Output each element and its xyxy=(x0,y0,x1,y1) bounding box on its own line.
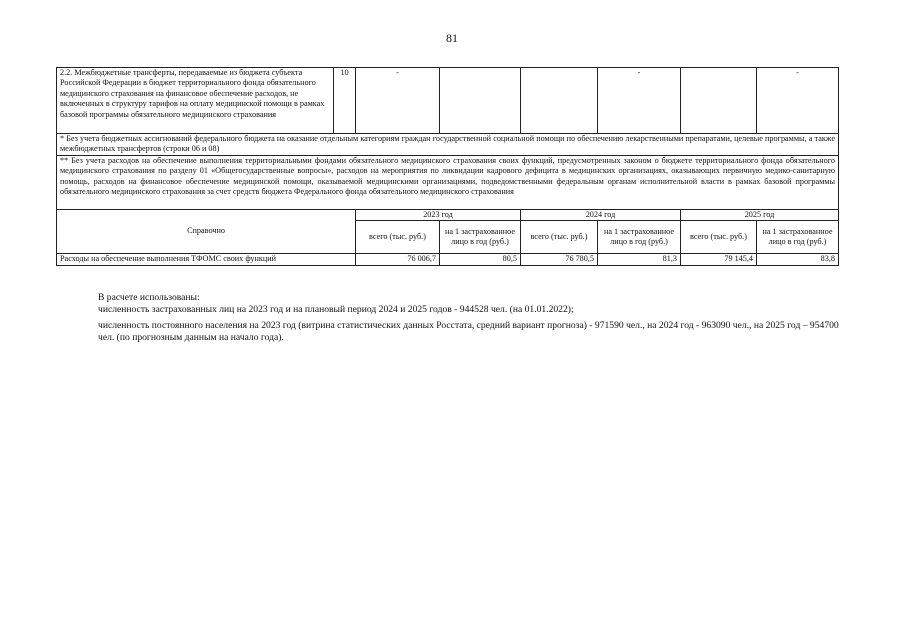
transfer-cell xyxy=(681,68,757,134)
reference-label: Справочно xyxy=(57,209,356,253)
footnote-1: * Без учета бюджетных ассигнований федерального бюджета на оказание отдельным категориям граждан государственной социальной помощи по обеспечению лекарственными препаратами, целевые программы, а также межбюджетных трансфертов (строки 06 и 08) xyxy=(57,134,839,156)
expense-value: 83,8 xyxy=(757,254,839,266)
expense-value: 80,5 xyxy=(440,254,521,266)
table-row-expenses xyxy=(57,254,839,266)
notes-population: численность постоянного населения на 2023 год (витрина статистических данных Росстата, средний вариант прогноза) - 971590 чел., на 2024 год - 963090 чел., на 2025 год – 954700 чел. (по прогнозным данным на начало года). xyxy=(98,319,839,344)
financing-table xyxy=(56,67,839,266)
expense-label: Расходы на обеспечение выполнения ТФОМС своих функций xyxy=(57,254,356,266)
transfer-cell xyxy=(521,68,598,134)
expense-value: 79 145,4 xyxy=(681,254,757,266)
transfer-cell: - xyxy=(757,68,839,134)
subheader-per-insured: на 1 застрахованное лицо в год (руб.) xyxy=(757,221,839,254)
notes-insured: численность застрахованных лиц на 2023 год и на плановый период 2024 и 2025 годов - 944528 чел. (на 01.01.2022); xyxy=(98,304,574,316)
table-row-years xyxy=(57,209,839,220)
table-row-note-2 xyxy=(57,155,839,209)
transfer-code: 10 xyxy=(334,68,356,134)
notes-intro: В расчете использованы: xyxy=(98,292,200,303)
transfer-cell: - xyxy=(356,68,440,134)
table-row-transfers xyxy=(57,68,839,134)
table-row-note-1 xyxy=(57,134,839,156)
subheader-per-insured: на 1 застрахованное лицо в год (руб.) xyxy=(598,221,681,254)
expense-value: 76 780,5 xyxy=(521,254,598,266)
footnote-2: ** Без учета расходов на обеспечение выполнения территориальными фондами обязательного медицинского страхования своих функций, предусмотренных законом о бюджете территориального фонда обязательного медицинского страхования по разделу 01 «Общегосударственные вопросы», расходов на мероприятия по ликвидации кадрового дефицита в медицинских организациях, оказывающих первичную медико-санитарную помощь, расходов на финансовое обеспечение медицинской помощи, оказываемой медицинскими организациями, подведомственными федеральным органам исполнительной власти в рамках базовой программы обязательного медицинского страхования за счет средств бюджета Федерального фонда обязательного медицинского страхования xyxy=(57,155,839,209)
transfer-label: 2.2. Межбюджетные трансферты, передаваемые из бюджета субъекта Российской Федерации в бюджет территориального фонда обязательного медицинского страхования на финансовое обеспечение расходов, не включенных в структуру тарифов на оплату медицинской помощи в рамках базовой программы обязательного медицинского страхования xyxy=(57,68,334,134)
calculation-notes xyxy=(56,292,846,345)
transfer-cell: - xyxy=(598,68,681,134)
year-header: 2024 год xyxy=(521,209,681,220)
year-header: 2025 год xyxy=(681,209,839,220)
subheader-per-insured: на 1 застрахованное лицо в год (руб.) xyxy=(440,221,521,254)
subheader-total: всего (тыс. руб.) xyxy=(681,221,757,254)
expense-value: 76 006,7 xyxy=(356,254,440,266)
subheader-total: всего (тыс. руб.) xyxy=(356,221,440,254)
subheader-total: всего (тыс. руб.) xyxy=(521,221,598,254)
transfer-cell xyxy=(440,68,521,134)
year-header: 2023 год xyxy=(356,209,521,220)
expense-value: 81,3 xyxy=(598,254,681,266)
page-number: 81 xyxy=(446,31,458,45)
